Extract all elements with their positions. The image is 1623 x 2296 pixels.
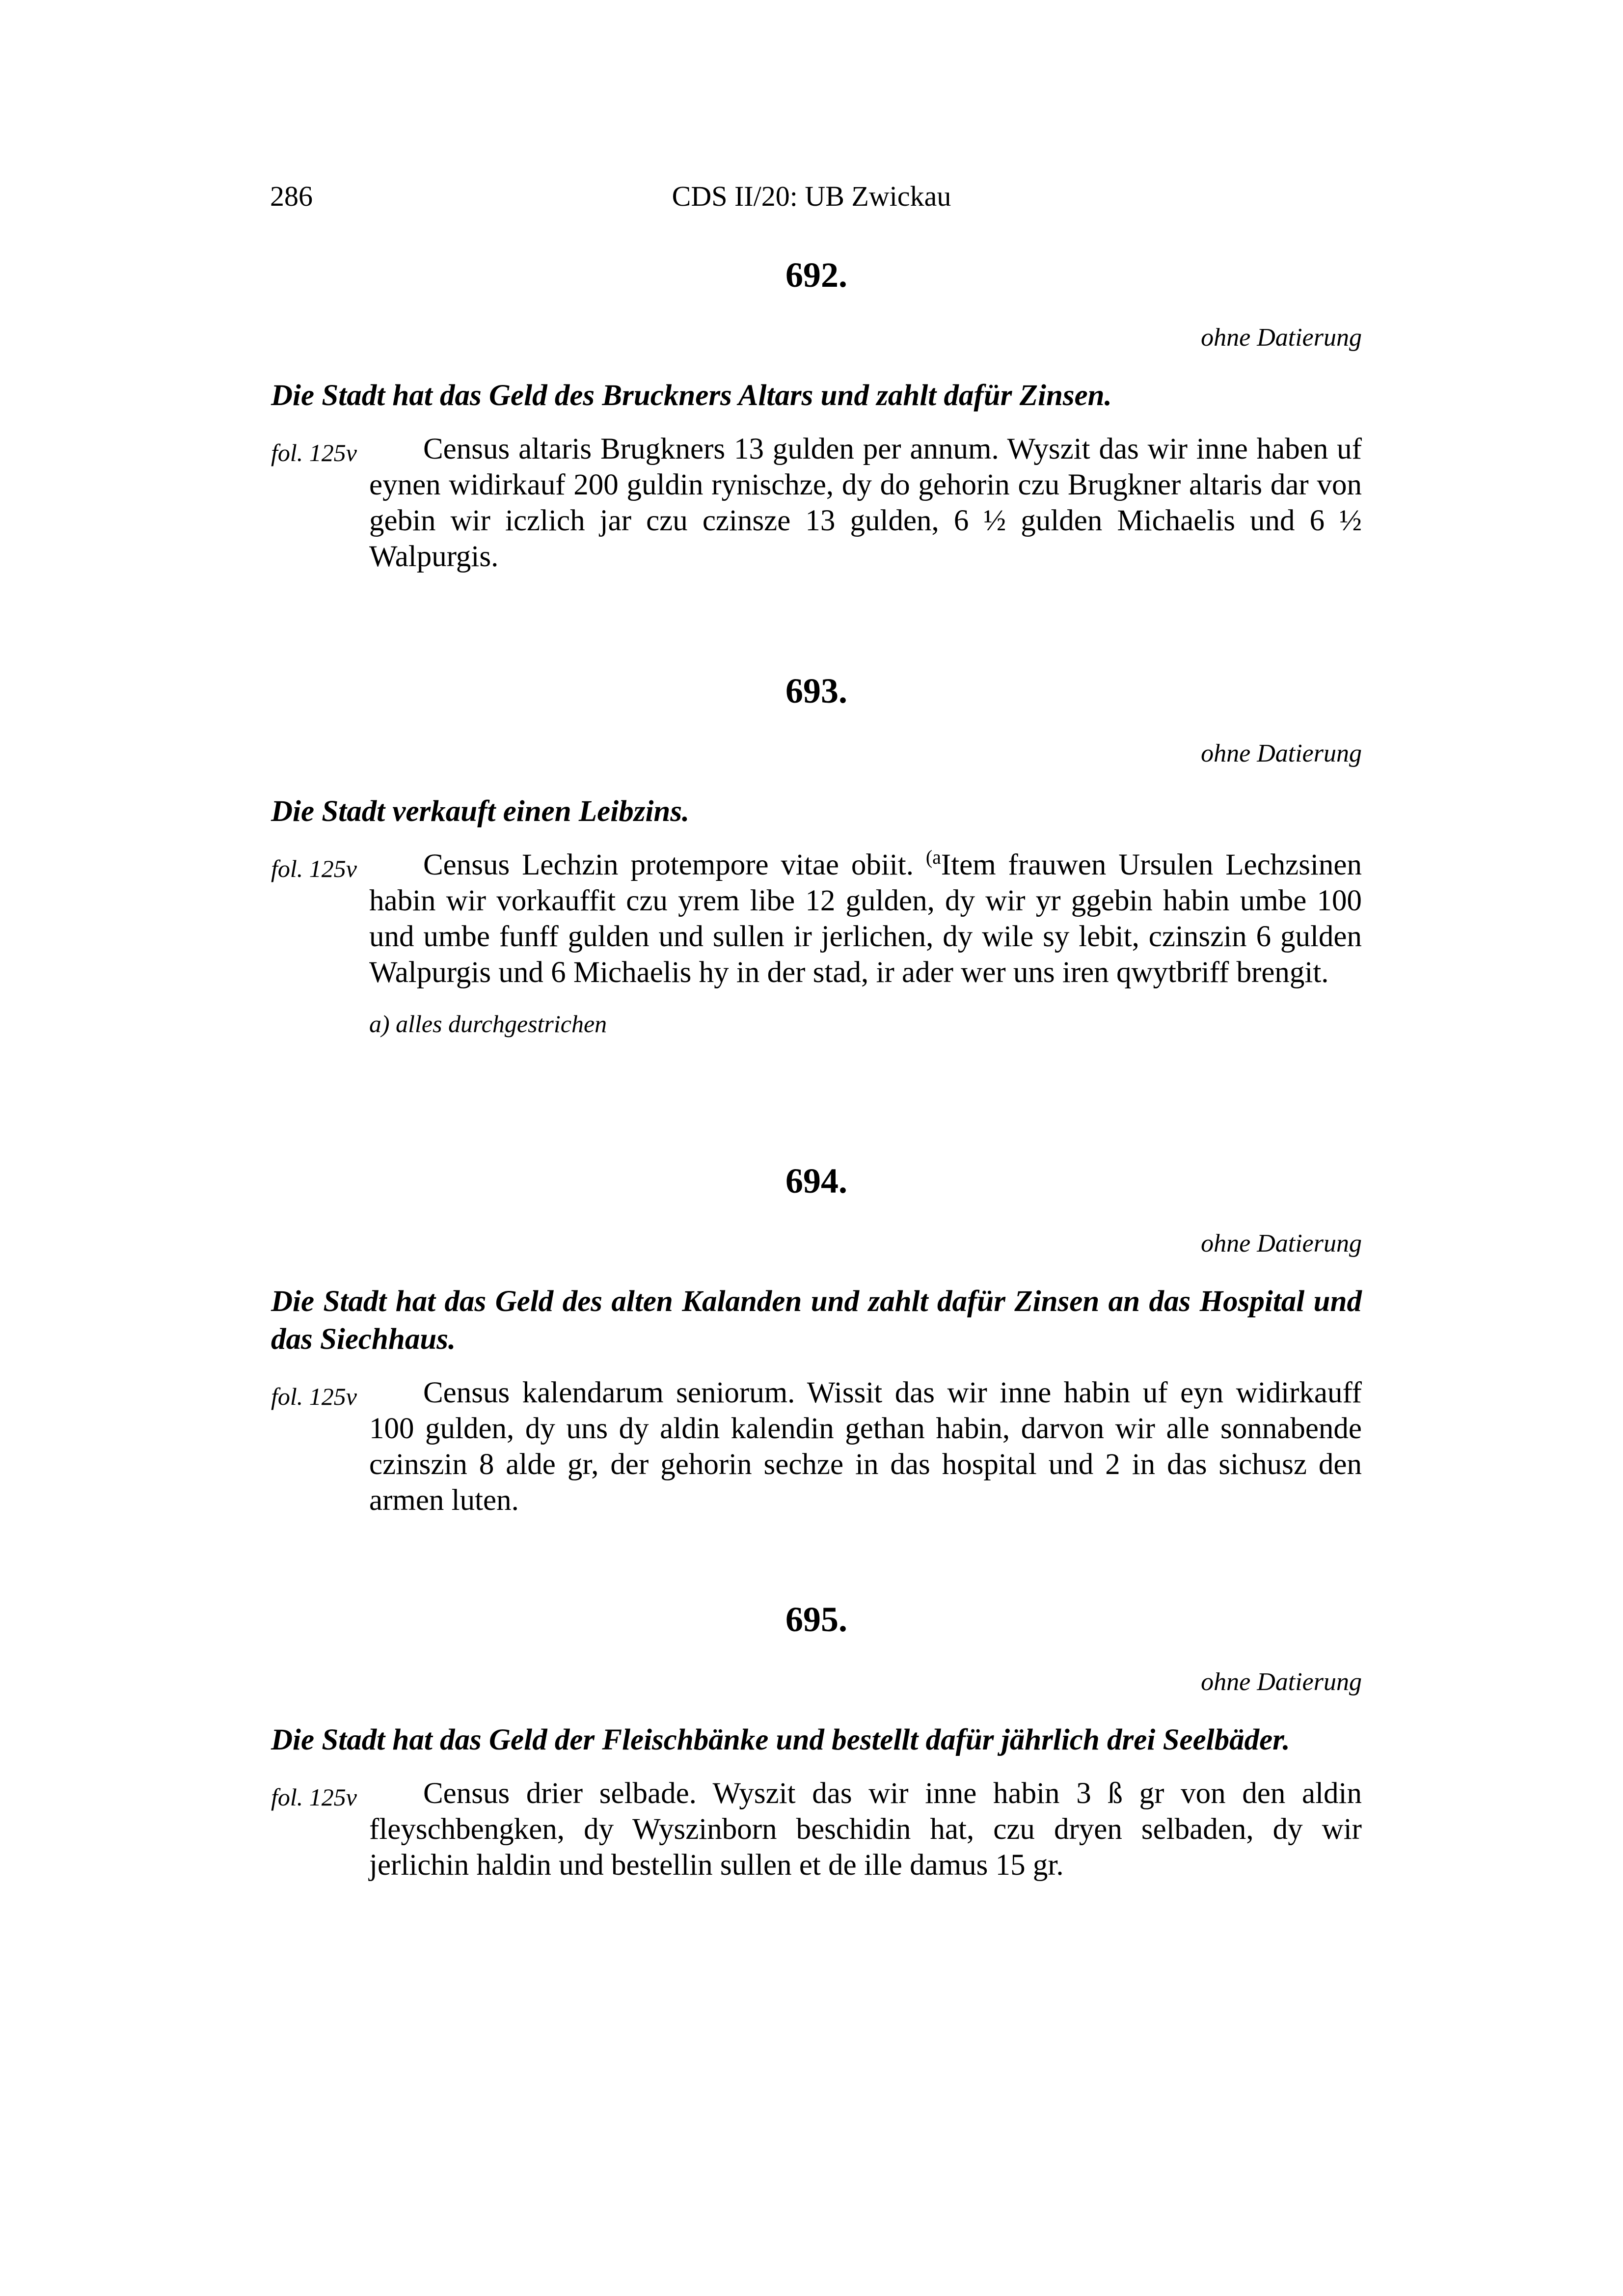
entry-number: 692. [785,255,847,295]
entry-title: Die Stadt hat das Geld der Fleischbänke und bestellt dafür jährlich drei Seelbäder. [271,1723,1290,1756]
entry-title: Die Stadt hat das Geld des alten Kalanden und zahlt dafür Zinsen an das Hospital und das Siechhaus. [271,1285,1362,1356]
running-head: CDS II/20: UB Zwickau [672,180,951,212]
entry-text-part: Census Lechzin protempore vitae obiit. [423,848,926,881]
entry-date: ohne Datierung [1201,1668,1362,1696]
entry-text: Census drier selbade. Wyszit das wir inne habin 3 ß gr von den aldin fleyschbengken, dy Wyszinborn beschidin hat, czu dryen selbaden, dy wir jerlichin haldin und bestellin sullen et de ille damus 15 gr. [369,1777,1362,1882]
entry-number: 695. [785,1600,847,1639]
entry-date: ohne Datierung [1201,1230,1362,1257]
folio-reference: fol. 125v [271,855,357,882]
folio-reference: fol. 125v [271,439,357,466]
entry-body [271,1375,1362,1518]
entry-694 [271,1159,1362,1518]
footnote-marker: (a [925,846,941,868]
entry-title: Die Stadt verkauft einen Leibzins. [271,795,690,828]
entry-body [271,847,1362,1039]
entry-692 [271,253,1362,574]
entry-text: Census kalendarum seniorum. Wissit das wir inne habin uf eyn widirkauff 100 gulden, dy uns dy aldin kalendin gethan habin, darvon wir alle sonnabende czinszin 8 alde gr, der gehorin sechze in das hospital und 2 in das sichusz den armen luten. [369,1376,1362,1517]
folio-reference: fol. 125v [271,1383,357,1410]
entry-text-part: Item frauwen Ursulen Lechzsinen habin wir vorkauffit czu yrem libe 12 gulden, dy wir yr ggebin habin umbe 100 und umbe funff gulden und sullen ir jerlichen, dy wile sy lebit, czinszin 6 gulden Walpurgis und 6 Michaelis hy in der stad, ir ader wer uns iren qwytbriff brengit. [369,848,1362,989]
entry-date: ohne Datierung [1201,324,1362,352]
entry-695 [271,1597,1362,1883]
entry-body [271,431,1362,574]
footnote: a) alles durchgestrichen [369,1010,607,1038]
entry-date: ohne Datierung [1201,739,1362,767]
entry-693 [271,669,1362,1039]
entry-body [271,1776,1362,1883]
entry-number: 693. [785,671,847,711]
entry-text: Census altaris Brugkners 13 gulden per annum. Wyszit das wir inne haben uf eynen widirkauf 200 guldin rynischze, dy do gehorin czu Brugkner altaris dar von gebin wir iczlich jar czu czinsze 13 gulden, 6 ½ gulden Michaelis und 6 ½ Walpurgis. [369,433,1362,573]
page-number: 286 [270,180,313,212]
entry-title: Die Stadt hat das Geld des Bruckners Altars und zahlt dafür Zinsen. [271,379,1112,412]
entry-text [369,847,1362,990]
folio-reference: fol. 125v [271,1783,357,1811]
entry-number: 694. [785,1161,847,1201]
